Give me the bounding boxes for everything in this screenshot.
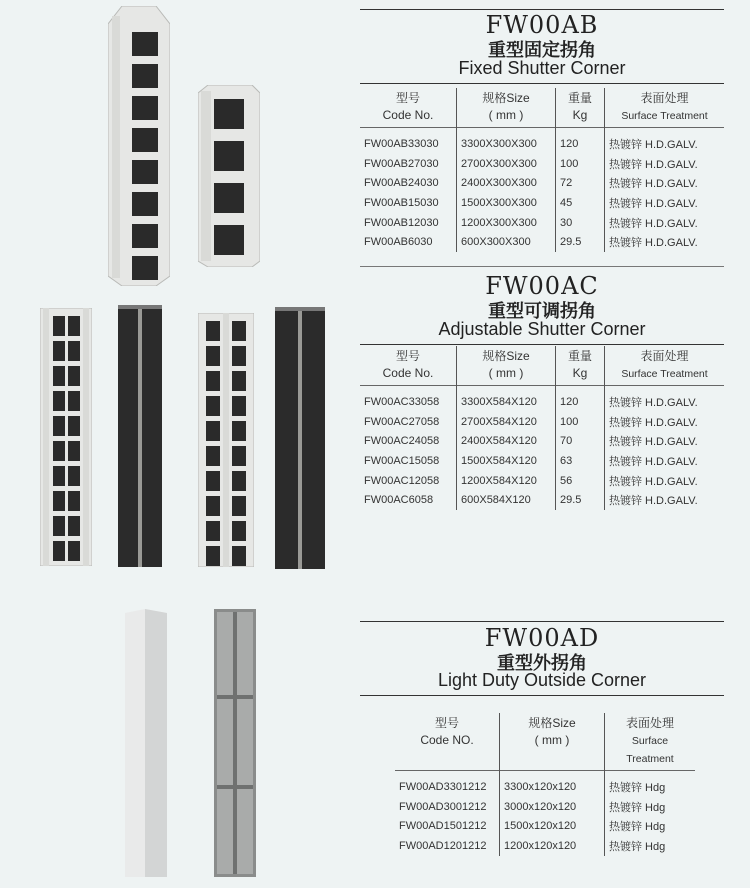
table-cell: 热镀锌 H.D.GALV.	[605, 193, 725, 213]
table-cell: FW00AD1201212	[399, 839, 487, 852]
panel-opening	[68, 391, 80, 411]
panel-opening	[132, 256, 158, 280]
outside-corner-image-front	[125, 609, 167, 877]
table-cell: 120	[556, 134, 605, 154]
panel-opening	[206, 421, 220, 441]
header-code: 型号 Code NO.	[420, 716, 474, 747]
table-cell: 2400X584X120	[457, 431, 556, 451]
panel-opening	[68, 416, 80, 436]
table-cell: FW00AC27058	[364, 415, 440, 428]
panel-opening	[68, 316, 80, 336]
section-ac-title-en: Adjustable Shutter Corner	[438, 319, 646, 339]
adjustable-shutter-corner-image-2	[198, 313, 254, 567]
table-cell: 72	[556, 173, 605, 193]
adjustable-shutter-corner-board-1	[118, 305, 162, 567]
panel-opening	[68, 516, 80, 536]
panel-opening	[132, 224, 158, 248]
table-row	[395, 836, 695, 856]
table-cell: 100	[556, 412, 605, 432]
table-cell: 1200X584X120	[457, 471, 556, 491]
table-cell: 45	[556, 193, 605, 213]
table-cell: 热镀锌 H.D.GALV.	[605, 471, 725, 491]
table-cell: FW00AD3001212	[399, 800, 487, 813]
table-cell: 热镀锌 H.D.GALV.	[605, 154, 725, 174]
table-cell: FW00AC12058	[364, 474, 440, 487]
table-cell: FW00AB24030	[364, 177, 439, 190]
panel-opening	[53, 391, 65, 411]
table-row	[360, 232, 724, 252]
outside-corner-image-back	[214, 609, 256, 877]
panel-opening	[232, 421, 246, 441]
panel-opening	[214, 141, 244, 171]
table-cell: 热镀锌 Hdg	[605, 797, 696, 817]
panel-opening	[68, 441, 80, 461]
panel-opening	[232, 371, 246, 391]
panel-opening	[132, 128, 158, 152]
panel-opening	[232, 321, 246, 341]
header-size: 规格Size ( mm )	[457, 88, 556, 128]
panel-opening	[53, 341, 65, 361]
section-ab-title-cn: 重型固定拐角	[488, 40, 596, 61]
fixed-shutter-corner-image-short	[198, 85, 260, 267]
table-row	[360, 213, 724, 233]
header-size: 规格Size ( mm )	[457, 346, 556, 386]
section-ac-code: FW00AC	[485, 272, 599, 300]
table-cell: 600X584X120	[457, 490, 556, 510]
panel-opening	[206, 321, 220, 341]
panel-opening	[132, 32, 158, 56]
header-size: 规格Size ( mm )	[500, 713, 605, 771]
table-row	[395, 777, 695, 797]
table-cell: 1200x120x120	[500, 836, 605, 856]
table-row	[360, 471, 724, 491]
panel-opening	[53, 491, 65, 511]
panel-opening	[68, 341, 80, 361]
table-cell: 2700X300X300	[457, 154, 556, 174]
table-row	[360, 392, 724, 412]
table-cell: FW00AB12030	[364, 216, 439, 229]
panel-opening	[232, 496, 246, 516]
table-cell: 热镀锌 H.D.GALV.	[605, 392, 725, 412]
panel-opening	[132, 192, 158, 216]
section-ad-code: FW00AD	[484, 624, 600, 652]
adjustable-shutter-corner-board-2	[275, 307, 325, 569]
table-row	[395, 797, 695, 817]
table-cell: 120	[556, 392, 605, 412]
table-cell: 100	[556, 154, 605, 174]
table-cell: FW00AB27030	[364, 157, 439, 170]
table-cell: 热镀锌 Hdg	[605, 836, 696, 856]
table-cell: FW00AD1501212	[399, 820, 487, 833]
header-code: 型号 Code No.	[382, 349, 434, 380]
table-cell: 1500x120x120	[500, 816, 605, 836]
table-row	[360, 412, 724, 432]
panel-opening	[206, 346, 220, 366]
table-cell: 29.5	[556, 232, 605, 252]
section-ac-title-cn: 重型可调拐角	[488, 301, 596, 322]
panel-opening	[53, 516, 65, 536]
header-weight: 重量 Kg	[556, 346, 605, 386]
section-ad-spec-table	[395, 713, 695, 856]
section-ab-code: FW00AB	[485, 11, 599, 39]
table-cell: 热镀锌 H.D.GALV.	[605, 173, 725, 193]
header-surface: 表面处理 Surface Treatment	[605, 346, 725, 386]
panel-opening	[68, 366, 80, 386]
table-cell: 热镀锌 H.D.GALV.	[605, 412, 725, 432]
table-cell: 热镀锌 H.D.GALV.	[605, 213, 725, 233]
panel-opening	[132, 96, 158, 120]
table-cell: 70	[556, 431, 605, 451]
table-cell: FW00AD3301212	[399, 780, 487, 793]
section-ab-title-en: Fixed Shutter Corner	[458, 58, 626, 78]
table-cell: FW00AB15030	[364, 196, 439, 209]
table-cell: 1500X584X120	[457, 451, 556, 471]
section-ac-spec-table	[360, 346, 724, 510]
table-cell: 3300X300X300	[457, 134, 556, 154]
table-cell: 1500X300X300	[457, 193, 556, 213]
panel-opening	[68, 541, 80, 561]
table-cell: 3000x120x120	[500, 797, 605, 817]
table-cell: 2400X300X300	[457, 173, 556, 193]
table-cell: 30	[556, 213, 605, 233]
table-cell: FW00AB6030	[364, 236, 433, 249]
header-surface: 表面处理 Surface Treatment	[605, 88, 725, 128]
panel-opening	[206, 396, 220, 416]
table-cell: 63	[556, 451, 605, 471]
table-row	[360, 490, 724, 510]
table-cell: 3300x120x120	[500, 777, 605, 797]
header-surface: 表面处理 Surface Treatment	[605, 713, 696, 771]
panel-opening	[68, 491, 80, 511]
table-cell: 热镀锌 H.D.GALV.	[605, 490, 725, 510]
panel-opening	[232, 446, 246, 466]
table-cell: 56	[556, 471, 605, 491]
table-row	[360, 134, 724, 154]
table-cell: 热镀锌 H.D.GALV.	[605, 134, 725, 154]
section-ad-title-cn: 重型外拐角	[497, 653, 587, 674]
table-cell: 600X300X300	[457, 232, 556, 252]
table-row	[360, 431, 724, 451]
panel-opening	[232, 346, 246, 366]
fixed-shutter-corner-image-tall	[108, 6, 170, 286]
panel-opening	[214, 183, 244, 213]
panel-opening	[206, 546, 220, 566]
header-code: 型号 Code No.	[382, 91, 434, 122]
table-row	[360, 193, 724, 213]
table-cell: FW00AC6058	[364, 494, 434, 507]
table-cell: 1200X300X300	[457, 213, 556, 233]
adjustable-shutter-corner-image-1	[40, 308, 92, 566]
table-cell: FW00AC24058	[364, 435, 440, 448]
panel-opening	[53, 541, 65, 561]
panel-opening	[206, 371, 220, 391]
panel-opening	[214, 99, 244, 129]
panel-opening	[53, 366, 65, 386]
panel-opening	[68, 466, 80, 486]
panel-opening	[232, 521, 246, 541]
panel-opening	[206, 496, 220, 516]
panel-opening	[53, 416, 65, 436]
panel-opening	[206, 471, 220, 491]
table-row	[395, 816, 695, 836]
table-cell: 热镀锌 Hdg	[605, 816, 696, 836]
panel-opening	[53, 316, 65, 336]
table-cell: 3300X584X120	[457, 392, 556, 412]
table-cell: 热镀锌 H.D.GALV.	[605, 232, 725, 252]
panel-opening	[53, 466, 65, 486]
section-ab-spec-table	[360, 88, 724, 252]
panel-opening	[232, 396, 246, 416]
panel-opening	[232, 471, 246, 491]
panel-opening	[232, 546, 246, 566]
table-cell: 热镀锌 Hdg	[605, 777, 696, 797]
panel-opening	[214, 225, 244, 255]
table-row	[360, 173, 724, 193]
panel-opening	[206, 521, 220, 541]
table-cell: 热镀锌 H.D.GALV.	[605, 431, 725, 451]
table-row	[360, 154, 724, 174]
table-cell: FW00AC15058	[364, 454, 440, 467]
table-cell: 热镀锌 H.D.GALV.	[605, 451, 725, 471]
header-weight: 重量 Kg	[556, 88, 605, 128]
table-cell: 29.5	[556, 490, 605, 510]
panel-opening	[132, 160, 158, 184]
panel-opening	[206, 446, 220, 466]
table-cell: FW00AC33058	[364, 395, 440, 408]
panel-opening	[132, 64, 158, 88]
table-cell: 2700X584X120	[457, 412, 556, 432]
table-row	[360, 451, 724, 471]
section-ad-title-en: Light Duty Outside Corner	[437, 670, 647, 690]
table-cell: FW00AB33030	[364, 137, 439, 150]
panel-opening	[53, 441, 65, 461]
